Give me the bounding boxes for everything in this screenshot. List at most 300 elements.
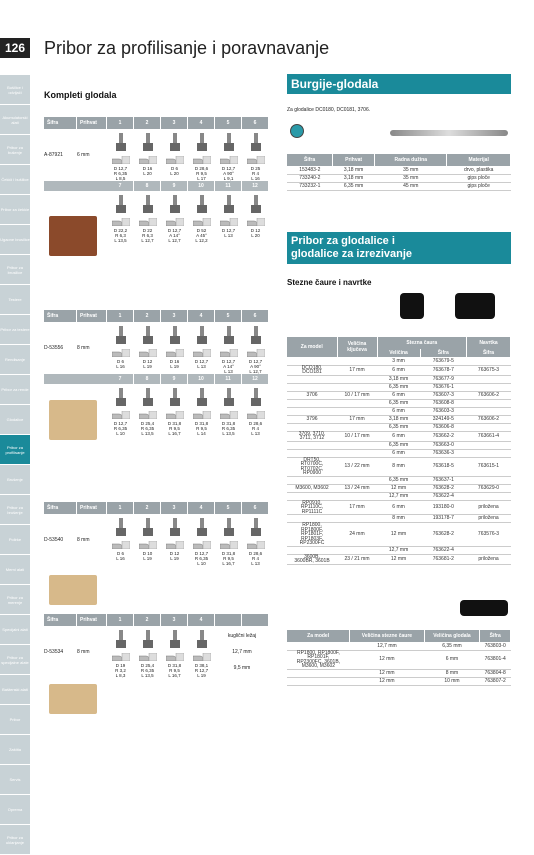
profile-icon (166, 541, 184, 549)
bit-dimensions: D 25 R 4 L 16 (250, 166, 261, 181)
bearing-info (215, 626, 269, 678)
profile-icon (112, 218, 130, 226)
router-bit-icon (143, 133, 153, 153)
kit-number-row (44, 181, 269, 191)
sidebar-item[interactable]: Akumulatorski alati (0, 105, 30, 135)
table-cell: gips ploče (447, 174, 511, 182)
router-bit-icon (224, 133, 234, 153)
profile-icon (220, 541, 238, 549)
bit-dimensions: D 31,8 R 9,5 L 16,7 (221, 551, 236, 566)
col-number: 11 (215, 181, 242, 191)
table-cell-model: RP1800, RP1800F, RP1801F, RP1803F, RP2300FC (287, 523, 337, 547)
table-cell (287, 677, 350, 685)
kit-shank: 8 mm (77, 537, 90, 543)
kit-header (44, 614, 269, 626)
adapter-table (287, 630, 511, 686)
table-cell-code: 763606-8 (420, 423, 466, 431)
kit-box-image-3 (49, 575, 97, 605)
table-cell-nut (467, 476, 511, 484)
profile-icon (139, 411, 157, 419)
col-number: 2 (134, 310, 161, 322)
table-cell-key: 10 / 17 mm (337, 431, 377, 441)
table-cell-code: 193180-0 (420, 500, 466, 515)
sidebar-item[interactable]: Zaštita (0, 735, 30, 765)
sidebar-item[interactable]: Pribor za specijalne alate (0, 645, 30, 675)
bit-dimensions: D 12,7 A 90° L 9,1 (221, 166, 236, 181)
bit-dimensions: D 12 L 20 (250, 228, 261, 238)
table-cell-code: 763662-2 (420, 431, 466, 441)
profile-icon (166, 411, 184, 419)
table-cell-nut: 763675-3 (467, 365, 511, 375)
table-cell-key (337, 399, 377, 407)
bit-cell (161, 384, 188, 436)
table-cell-model (287, 423, 337, 431)
profile-icon (112, 156, 130, 164)
table-cell: drvo, plastika (447, 166, 511, 174)
profile-icon (139, 349, 157, 357)
col-number: 2 (134, 614, 161, 626)
bit-dimensions: D 12,7 L 13 (194, 359, 209, 369)
table-cell-code: 763628-2 (420, 484, 466, 492)
router-bit-icon (197, 133, 207, 153)
col-number: 5 (215, 502, 242, 514)
table-cell-nut (467, 492, 511, 500)
table-cell: 35 mm (375, 174, 447, 182)
bit-dimensions: D 6 L 16 (116, 551, 125, 561)
table-cell-key (337, 383, 377, 391)
col-header: Radna dužina (375, 154, 447, 166)
table-cell-model: 3600B, 3600BR, 3601B (287, 554, 337, 564)
col-header: Za model (287, 630, 350, 642)
table-row (287, 415, 511, 423)
router-bit-icon (224, 388, 234, 408)
bit-cell (242, 384, 269, 436)
profile-icon (139, 218, 157, 226)
table-cell-size: 12 mm (377, 523, 420, 547)
bit-dimensions: D 31,8 R 9,5 L 16,7 (167, 421, 182, 436)
router-bit-icon (170, 388, 180, 408)
table-cell-key (337, 357, 377, 365)
table-cell-key: 13 / 24 mm (337, 484, 377, 492)
bit-dimensions: D 25,4 R 6,35 L 13,5 (140, 421, 155, 436)
bit-dimensions: D 12,7 A 90° L 12,7 (248, 359, 263, 374)
table-cell-size: 6 mm (377, 391, 420, 399)
table-cell: 763803-0 (480, 642, 511, 650)
router-bit-icon (224, 326, 234, 346)
sidebar-item[interactable]: Polirke (0, 525, 30, 555)
table-cell-size: 3 mm (377, 357, 420, 365)
table-cell-key: 23 / 21 mm (337, 554, 377, 564)
col-number: 8 (134, 181, 161, 191)
profile-icon (193, 156, 211, 164)
bit-cell (161, 626, 188, 678)
table-cell-size: 6,35 mm (377, 423, 420, 431)
kit-header (44, 502, 269, 514)
adapter-sleeve-image (460, 600, 508, 616)
sidebar-item[interactable]: Bušilice i odvijači (0, 75, 30, 105)
table-cell: 763807-2 (480, 677, 511, 685)
sidebar-item[interactable]: Čekići i bušilice (0, 165, 30, 195)
profile-icon (112, 541, 130, 549)
table-cell-model (287, 383, 337, 391)
col-header: Veličina stezne čaure (350, 630, 424, 642)
profile-icon (112, 653, 130, 661)
table-cell-code: 763636-3 (420, 449, 466, 457)
kit-box-image-2 (49, 400, 97, 440)
table-row (287, 174, 511, 182)
sidebar-item[interactable]: Pribor za brusilice (0, 255, 30, 285)
col-number: 5 (215, 310, 242, 322)
table-cell-size: 12 mm (377, 554, 420, 564)
table-cell-size: 6 mm (377, 407, 420, 415)
col-number: 1 (107, 310, 134, 322)
burgije-banner: Burgije-glodala (287, 74, 511, 94)
col-number: 11 (215, 374, 242, 384)
kit-number-row (44, 374, 269, 384)
table-cell-model (287, 399, 337, 407)
bit-dimensions: D 38,1 R 12,7 L 19 (194, 663, 209, 678)
bit-cell (188, 129, 215, 181)
table-cell-nut (467, 441, 511, 449)
router-bit-icon (116, 326, 126, 346)
bit-dimensions: D 31,8 R 6,35 L 13,5 (221, 421, 236, 436)
page-title: Pribor za profilisanje i poravnavanje (44, 38, 330, 58)
bit-dimensions: D 12,7 A 14° L 12,7 (167, 228, 182, 243)
sidebar-item[interactable]: Pribor za brušenje (0, 495, 30, 525)
pribor-banner (287, 232, 511, 264)
col-number: 9 (161, 181, 188, 191)
col-number: 1 (107, 502, 134, 514)
router-bit-icon (224, 518, 234, 538)
sidebar-item[interactable]: Testere (0, 285, 30, 315)
bit-cell (134, 322, 161, 374)
col-number (215, 614, 242, 626)
table-cell-key (337, 476, 377, 484)
table-row (287, 484, 511, 492)
pribor-banner-line1: Pribor za glodalice i (291, 235, 395, 247)
kit-code: A-87921 (44, 152, 63, 158)
table-cell-nut: priložena (467, 554, 511, 564)
kit-shank: 8 mm (77, 649, 90, 655)
table-row (287, 375, 511, 383)
table-cell: 12 mm (350, 650, 424, 669)
table-cell-nut: 763629-0 (467, 484, 511, 492)
profile-icon (220, 411, 238, 419)
page-number: 126 (0, 38, 30, 58)
sidebar-item[interactable]: Pribor za bušenje (0, 135, 30, 165)
table-cell: 8 mm (424, 669, 480, 677)
table-cell-code: 763628-2 (420, 523, 466, 547)
router-bit-icon (197, 518, 207, 538)
table-cell-key: 24 mm (337, 523, 377, 547)
table-cell: 6,35 mm (424, 642, 480, 650)
table-row (287, 357, 511, 365)
table-cell-code: 763637-1 (420, 476, 466, 484)
table-cell-size: 6 mm (377, 431, 420, 441)
table-cell-size: 6,35 mm (377, 399, 420, 407)
bit-dimensions: D 10 L 19 (142, 551, 153, 561)
table-row (287, 407, 511, 415)
bit-dimensions: D 6 L 20 (170, 166, 179, 176)
col-number: 1 (107, 614, 134, 626)
router-bit-icon (251, 133, 261, 153)
profile-icon (193, 349, 211, 357)
bit-cell (107, 322, 134, 374)
table-row (287, 523, 511, 547)
bit-dimensions: D 22,2 R 6,3 L 13,5 (113, 228, 128, 243)
profile-icon (220, 349, 238, 357)
router-bit-icon (170, 326, 180, 346)
burgije-table (287, 154, 511, 191)
sidebar-item[interactable]: Oprema (0, 795, 30, 825)
col-number: 3 (161, 502, 188, 514)
bearing-size-2: 9,5 mm (233, 665, 251, 671)
bit-dimensions: D 12,7 L 13 (221, 228, 236, 238)
table-cell-size: 6 mm (377, 500, 420, 515)
table-cell (287, 669, 350, 677)
sidebar-item[interactable]: Pribor za čekiće (0, 195, 30, 225)
table-cell-size: 6,35 mm (377, 441, 420, 449)
bit-dimensions: D 28,6 R 4 L 13 (248, 551, 263, 566)
table-cell-model (287, 407, 337, 415)
sidebar-item[interactable]: Brušenje (0, 465, 30, 495)
sidebar-item[interactable]: Glodalice (0, 405, 30, 435)
kit-row (44, 129, 269, 181)
bit-dimensions: D 31,8 R 9,5 L 16,7 (167, 663, 182, 678)
col-header: Šifra (480, 630, 511, 642)
col-sifra: Šifra (44, 614, 77, 626)
profile-icon (166, 653, 184, 661)
bit-dimensions: D 12,7 R 6,35 L 10 (194, 551, 209, 566)
table-row (287, 476, 511, 484)
profile-icon (193, 218, 211, 226)
col-number: 12 (242, 374, 269, 384)
bit-dimensions: D 16 L 19 (169, 359, 180, 369)
table-row (287, 554, 511, 564)
sidebar-item[interactable]: Merni alati (0, 555, 30, 585)
table-cell-size: 6 mm (377, 449, 420, 457)
router-bit-icon (170, 195, 180, 215)
table-cell-nut (467, 423, 511, 431)
pribor-heading: Stezne čaure i navrtke (287, 278, 372, 287)
table-row (287, 423, 511, 431)
router-bit-icon (116, 195, 126, 215)
col-number: 5 (215, 117, 242, 129)
bit-dimensions: D 16 L 20 (142, 166, 153, 176)
bit-dimensions: D 12,7 R 6,35 L 8,5 (113, 166, 128, 181)
col-number: 4 (188, 117, 215, 129)
bit-cell (215, 384, 242, 436)
kit-shank: 8 mm (77, 345, 90, 351)
table-cell-model (287, 492, 337, 500)
sidebar-item[interactable]: Pribor (0, 705, 30, 735)
profile-icon (247, 349, 265, 357)
table-cell-nut: priložena (467, 500, 511, 515)
bit-cell (161, 322, 188, 374)
table-cell-model: M3600, M3602 (287, 484, 337, 492)
col-number: 7 (107, 181, 134, 191)
col-number: 6 (242, 310, 269, 322)
profile-icon (220, 156, 238, 164)
sidebar-item[interactable]: Pribor za merenje (0, 585, 30, 615)
bit-cell (134, 191, 161, 243)
router-bit-icon (197, 195, 207, 215)
table-cell: 733240-2 (287, 174, 333, 182)
table-cell-key (337, 546, 377, 554)
table-cell-size: 3,18 mm (377, 375, 420, 383)
table-row (287, 383, 511, 391)
table-cell-model (287, 546, 337, 554)
bit-cell (107, 384, 134, 436)
table-cell-key (337, 375, 377, 383)
nut-image (455, 293, 495, 319)
sidebar-item[interactable]: Baštenski alati (0, 675, 30, 705)
table-cell-key: 13 / 22 mm (337, 457, 377, 476)
bit-cell (134, 129, 161, 181)
table-row (287, 500, 511, 515)
kit-row (44, 514, 269, 566)
col-nut: Navrtka (467, 337, 511, 349)
sidebar-item[interactable]: Pribor za rende (0, 375, 30, 405)
col-number: 10 (188, 181, 215, 191)
bit-cell (107, 191, 134, 243)
kit-code: D-53534 (44, 649, 64, 655)
col-prihvat: Prihvat (77, 117, 107, 129)
table-cell-code: 763607-3 (420, 391, 466, 399)
col-number: 2 (134, 502, 161, 514)
bit-dimensions: D 28,6 R 9,5 L 17 (194, 166, 209, 181)
router-bit-icon (251, 388, 261, 408)
bit-dimensions: D 22 R 6,3 L 12,7 (141, 228, 154, 243)
col-collet: Stezna čaura (377, 337, 467, 349)
bit-cell (161, 129, 188, 181)
bearing-label: kuglični ležaj (227, 633, 257, 639)
table-cell-key: 17 mm (337, 365, 377, 375)
table-cell-size: 12,7 mm (377, 546, 420, 554)
bit-cell (215, 514, 242, 566)
bit-dimensions: D 12 L 19 (142, 359, 153, 369)
table-cell-model (287, 357, 337, 365)
sidebar-item[interactable]: Servis (0, 765, 30, 795)
sidebar-item[interactable]: Specijalni alati (0, 615, 30, 645)
table-cell-size: 6 mm (377, 365, 420, 375)
profile-icon (139, 541, 157, 549)
bit-cell (242, 514, 269, 566)
table-cell-code: 763678-7 (420, 365, 466, 375)
router-bit-icon (170, 518, 180, 538)
table-cell-model: 3706 (287, 391, 337, 399)
bit-dimensions: D 12,7 R 6,35 L 10 (113, 421, 128, 436)
router-bit-icon (197, 630, 207, 650)
router-bit-icon (197, 388, 207, 408)
kit-header (44, 117, 269, 129)
table-cell: 763804-8 (480, 669, 511, 677)
table-cell-size: 8 mm (377, 457, 420, 476)
profile-icon (247, 156, 265, 164)
sidebar (0, 75, 30, 855)
kit-row (44, 626, 269, 678)
col-number: 7 (107, 374, 134, 384)
table-cell-nut (467, 407, 511, 415)
table-cell-key (337, 492, 377, 500)
table-cell: 733232-1 (287, 182, 333, 190)
sidebar-item[interactable]: Rendisanje (0, 345, 30, 375)
table-row (287, 441, 511, 449)
collet-image (400, 293, 424, 319)
table-cell: 3,18 mm (333, 166, 375, 174)
router-bit-icon (116, 630, 126, 650)
table-row (287, 166, 511, 174)
col-header: Prihvat (333, 154, 375, 166)
col-prihvat: Prihvat (77, 614, 107, 626)
table-row (287, 650, 511, 669)
table-cell-nut (467, 546, 511, 554)
table-cell-size: 8 mm (377, 515, 420, 523)
table-row (287, 391, 511, 399)
col-prihvat: Prihvat (77, 310, 107, 322)
col-sifra: Šifra (44, 310, 77, 322)
profile-icon (166, 349, 184, 357)
router-bit-icon (143, 388, 153, 408)
sidebar-item[interactable]: Ugaone brusilice (0, 225, 30, 255)
pribor-banner-line2: glodalice za izrezivanje (291, 248, 413, 260)
table-cell-nut: priložena (467, 515, 511, 523)
bit-cell (188, 514, 215, 566)
sidebar-item[interactable]: Pribor za profilisanje (0, 435, 30, 465)
col-number: 3 (161, 614, 188, 626)
table-row (287, 546, 511, 554)
col-number: 8 (134, 374, 161, 384)
col-sifra: Šifra (44, 117, 77, 129)
col-model: Za model (287, 337, 337, 357)
table-cell-nut: 763615-1 (467, 457, 511, 476)
profile-icon (247, 411, 265, 419)
table-cell-size: 3,18 mm (377, 415, 420, 423)
bit-cell (161, 191, 188, 243)
bit-cell (107, 626, 134, 678)
kit-header (44, 310, 269, 322)
table-row (287, 431, 511, 441)
table-cell: 12,7 mm (350, 642, 424, 650)
table-cell-key (337, 423, 377, 431)
profile-icon (247, 218, 265, 226)
table-cell-nut: 763606-2 (467, 391, 511, 399)
bit-cell (188, 191, 215, 243)
table-cell-nut (467, 375, 511, 383)
col-number: 9 (161, 374, 188, 384)
bit-cell (242, 191, 269, 243)
table-cell: 12 mm (350, 677, 424, 685)
router-bit-icon (116, 133, 126, 153)
table-cell-model: 3796 (287, 415, 337, 423)
bit-cell (242, 129, 269, 181)
table-cell-model (287, 441, 337, 449)
table-cell-key (337, 515, 377, 523)
table-cell-nut: 763661-4 (467, 431, 511, 441)
bit-cell (242, 322, 269, 374)
table-cell-model: RP0910, RP1110C, RP1111C (287, 500, 337, 515)
sidebar-item[interactable]: Pribor za uklanjanje (0, 825, 30, 855)
sidebar-item[interactable]: Pribor za testere (0, 315, 30, 345)
bit-dimensions: D 28,6 R 4 L 13 (248, 421, 263, 436)
table-cell: RP1800, RP1800F, RP1801F, RP2300FC, 3601B, M3600, M3602 (287, 650, 350, 669)
table-cell-code: 763679-5 (420, 357, 466, 365)
table-row (287, 449, 511, 457)
table-cell-code: 193178-7 (420, 515, 466, 523)
profile-icon (139, 156, 157, 164)
kit-row (44, 322, 269, 374)
router-bit-icon (143, 630, 153, 650)
